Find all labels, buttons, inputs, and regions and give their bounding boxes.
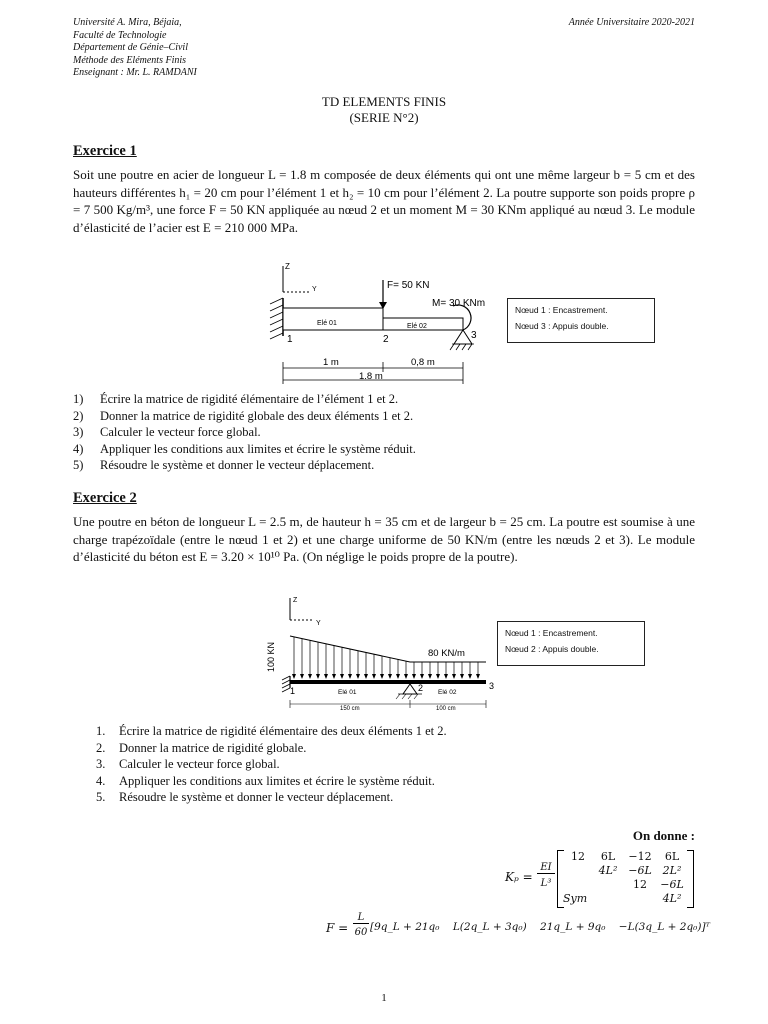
matrix-cell: 6L (600, 850, 616, 863)
q0-label: 100 KN (266, 641, 276, 672)
element2-label: Elé 02 (407, 323, 427, 330)
load-arrow-head (372, 674, 376, 679)
load-arrow-head (404, 674, 408, 679)
boundary-line: Nœud 2 : Appuis double. (505, 644, 599, 654)
question-number: 4) (73, 441, 84, 456)
element2-label: Elé 02 (438, 689, 457, 696)
matrix-cell (563, 878, 593, 892)
load-arrow-head (420, 674, 424, 679)
question-text: Résoudre le système et donner le vecteur déplacement. (100, 458, 375, 472)
load-arrow-head (340, 674, 344, 679)
pin-support (403, 684, 417, 694)
matrix-right-bracket (687, 850, 694, 908)
question-text: Appliquer les conditions aux limites et écrire le système réduit. (100, 441, 416, 456)
question-text: Écrire la matrice de rigidité élémentaire de l’élément 1 et 2. (100, 392, 399, 406)
load-arrow-head (436, 674, 440, 679)
question-text: Appliquer les conditions aux limites et écrire le système réduit. (119, 773, 435, 788)
matrix-cell: Sym (563, 892, 588, 905)
node1-label: 1 (287, 334, 293, 345)
question-number: 2) (73, 408, 84, 423)
load-arrow-head (476, 674, 480, 679)
load-arrow-head (380, 674, 384, 679)
exercise1-boundary-box (507, 298, 655, 343)
question-text: Donner la matrice de rigidité globale des deux éléments 1 et 2. (100, 408, 414, 423)
dimension-lines (290, 700, 486, 708)
total-dimension-label: 1.8 m (359, 371, 383, 382)
node3-label: 3 (471, 330, 477, 341)
pin-support (454, 330, 472, 344)
header-line: Faculté de Technologie (73, 29, 167, 41)
matrix-cell (593, 878, 623, 892)
question-item (96, 756, 696, 773)
exercise2-questions (96, 723, 696, 806)
question-number: 2. (96, 740, 106, 755)
support-hatch (396, 694, 418, 699)
q1-label: 80 KN/m (428, 648, 465, 659)
node1-label: 1 (290, 686, 296, 696)
question-item (73, 457, 693, 474)
stiffness-matrix (563, 850, 687, 906)
matrix-cell: −12 (628, 850, 652, 863)
beam (290, 680, 486, 684)
exercise2-figure (268, 592, 493, 712)
dimension2-label: 0,8 m (411, 357, 435, 368)
stiffness-formula (505, 848, 705, 908)
kp-frac-num: EI (537, 862, 555, 874)
z-axis-label: Z (293, 597, 298, 604)
load-arrow-head (332, 674, 336, 679)
question-item (96, 773, 696, 790)
matrix-cell: 6L (664, 850, 680, 863)
kp-lhs: Kₚ = (505, 870, 533, 884)
doc-title: TD ELEMENTS FINIS (321, 94, 447, 109)
f-frac-den: 60 (354, 927, 368, 938)
matrix-row (563, 850, 687, 864)
exercise1-heading: Exercice 1 (73, 143, 137, 159)
exercise2-statement: Une poutre en béton de longueur L = 2.5 m, de hauteur h = 35 cm et de largeur b = 25 cm. La poutre est soumise à une charge trapézoïdale (entre le nœud 1 et 2) et une charge uniforme de 50 KN/m (entre les nœuds 2 et 3). Le module d’élasticité du béton est E = 3.20 × 10¹⁰ Pa. (On néglige le poids propre de la poutre). (73, 514, 695, 564)
boundary-line: Nœud 3 : Appuis double. (515, 321, 609, 331)
question-text: Calculer le vecteur force global. (119, 757, 280, 771)
node2-label: 2 (418, 683, 424, 693)
question-number: 5) (73, 458, 84, 472)
load-arrow-head (364, 674, 368, 679)
question-text: Calculer le vecteur force global. (100, 425, 261, 439)
exercise1-figure (265, 258, 495, 384)
element1-label: Elé 01 (338, 689, 357, 696)
dimension1-label: 150 cm (340, 706, 360, 712)
header-line: Enseignant : Mr. L. RAMDANI (73, 67, 197, 78)
f-lhs: F = (326, 921, 349, 935)
header-line: Département de Génie–Civil (73, 42, 188, 53)
exercise1-questions (73, 391, 693, 474)
question-item (73, 408, 693, 425)
exercise2-boundary-box (497, 621, 645, 666)
load-arrow-head (460, 674, 464, 679)
matrix-cell: 12 (571, 850, 585, 863)
question-text: Donner la matrice de rigidité globale. (119, 740, 307, 755)
moment-label: M= 30 KNm (432, 298, 486, 309)
load-arrow-head (412, 674, 416, 679)
page-number: 1 (381, 992, 387, 1004)
question-text: Résoudre le système et donner le vecteur déplacement. (119, 790, 394, 804)
question-item (73, 441, 693, 458)
load-arrow-head (356, 674, 360, 679)
wall-hatch (270, 298, 283, 339)
question-number: 1) (73, 392, 84, 406)
matrix-cell (593, 892, 623, 906)
load-arrow-head (396, 674, 400, 679)
dimension1-label: 1 m (323, 357, 339, 368)
boundary-line: Nœud 1 : Encastrement. (515, 305, 608, 315)
matrix-cell: −6L (660, 878, 684, 891)
matrix-cell (563, 864, 593, 878)
element1-label: Elé 01 (317, 320, 337, 327)
f-vector: [9q_L + 21q₀ L(2q_L + 3q₀) 21q_L + 9q₀ −L(3q_L + 2q₀)]ᵀ (370, 921, 710, 933)
load-arrow-head (428, 674, 432, 679)
matrix-row (563, 878, 687, 892)
y-axis-label: Y (312, 286, 317, 293)
matrix-cell: 4L² (662, 892, 682, 905)
exercise2-heading: Exercice 2 (73, 490, 137, 506)
load-arrow-head (292, 674, 296, 679)
exercise1-statement: Soit une poutre en acier de longueur L = 1.8 m composée de deux éléments qui ont une même largeur b = 5 cm et des hauteurs différentes h₁ = 20 cm pour l’élément 1 et h₂ = 10 cm pour l’élément 2. La poutre supporte son poids propre ρ = 7 500 Kg/m³, une force F = 50 KN appliquée au nœud 2 et un moment M = 30 KNm appliqué au nœud 3. Le module d’élasticité de l’acier est E = 210 000 MPa. (73, 167, 695, 235)
f-frac-num: L (353, 912, 369, 924)
question-number: 3) (73, 425, 84, 439)
y-axis-label: Y (316, 620, 321, 627)
load-arrow-head (324, 674, 328, 679)
question-text: Écrire la matrice de rigidité élémentaire des deux éléments 1 et 2. (119, 724, 447, 738)
header-line: Méthode des Eléments Finis (73, 54, 187, 66)
matrix-cell: 12 (633, 878, 647, 891)
question-item (96, 789, 696, 806)
support-hatch (450, 344, 474, 350)
node3-label: 3 (489, 681, 495, 691)
matrix-cell: −6L (628, 864, 652, 877)
question-number: 5. (96, 790, 106, 804)
doc-subtitle: (SERIE N°2) (349, 110, 419, 125)
question-number: 3. (96, 757, 106, 771)
kp-frac-den: L³ (540, 878, 552, 889)
boundary-line: Nœud 1 : Encastrement. (505, 628, 598, 638)
fixed-hatch (282, 676, 290, 692)
header-right: Année Universitaire 2020-2021 (568, 17, 695, 28)
load-arrow-head (316, 674, 320, 679)
given-label: On donne : (632, 828, 695, 843)
load-arrow-head (308, 674, 312, 679)
matrix-cell: 4L² (598, 864, 618, 877)
force-label: F= 50 KN (387, 280, 430, 291)
matrix-row (563, 864, 687, 878)
question-item (73, 391, 693, 408)
question-item (96, 740, 696, 757)
dimension2-label: 100 cm (436, 706, 456, 712)
matrix-row (563, 892, 687, 906)
matrix-cell (623, 892, 657, 906)
node2-label: 2 (383, 334, 389, 345)
load-arrow-head (468, 674, 472, 679)
load-arrow-head (388, 674, 392, 679)
z-axis-label: Z (285, 262, 290, 271)
header-left (73, 17, 197, 80)
load-arrow-head (300, 674, 304, 679)
matrix-cell: 2L² (662, 864, 682, 877)
question-item (73, 424, 693, 441)
question-item (96, 723, 696, 740)
question-number: 1. (96, 724, 106, 738)
load-arrow-head (348, 674, 352, 679)
load-arrow-head (452, 674, 456, 679)
load-arrow-head (444, 674, 448, 679)
question-number: 4. (96, 773, 106, 788)
force-vector-formula (326, 912, 710, 944)
header-line: Université A. Mira, Béjaia, (73, 17, 182, 28)
